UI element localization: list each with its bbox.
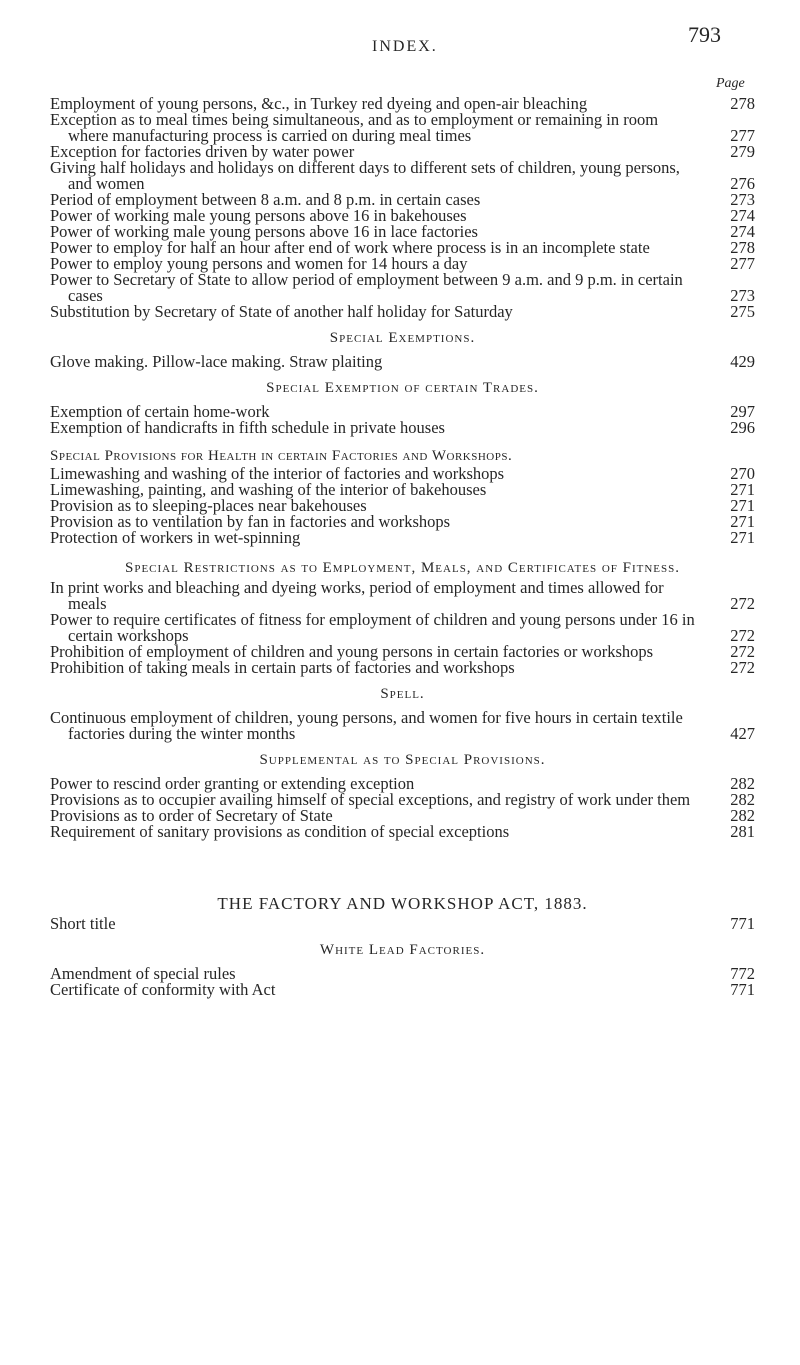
entry-text: Giving half holidays and holidays on different days to different sets of children, young persons, and women (50, 158, 680, 193)
entry-text: Power to employ young persons and women for 14 hours a day (50, 254, 468, 273)
entry-text: Employment of young persons, &c., in Turkey red dyeing and open-air bleaching (50, 94, 588, 113)
index-entry (50, 982, 755, 998)
entry-page: 273 (730, 190, 755, 209)
index-entry (50, 354, 755, 370)
page-number: 793 (688, 22, 721, 47)
heading-special-health: Special Provisions for Health in certain Factories and Workshops. (50, 448, 513, 464)
entry-page: 429 (730, 352, 755, 371)
entry-page: 281 (730, 822, 755, 841)
index-entry (50, 710, 755, 742)
entry-text: Requirement of sanitary provisions as condition of special exceptions (50, 822, 510, 841)
entry-page: 271 (730, 496, 755, 515)
entry-page: 278 (730, 238, 755, 257)
entry-page: 272 (730, 658, 755, 677)
entry-page: 277 (730, 254, 755, 273)
index-entry (50, 160, 755, 192)
index-entry (50, 272, 755, 304)
entry-page: 271 (730, 528, 755, 547)
entry-page: 297 (730, 402, 755, 421)
heading-special-exemption-trades: Special Exemption of certain Trades. (266, 380, 539, 396)
entry-page: 771 (730, 980, 755, 999)
entry-text: Short title (50, 914, 116, 933)
entry-text: Continuous employment of children, young persons, and women for five hours in certain textile factories during the winter months (50, 708, 683, 743)
entry-text: Power to require certificates of fitness for employment of children and young persons under 16 in certain workshops (50, 610, 695, 645)
entry-text: Period of employment between 8 a.m. and 8 p.m. in certain cases (50, 190, 481, 209)
heading-supplemental: Supplemental as to Special Provisions. (259, 752, 546, 768)
entry-text: Power to rescind order granting or extending exception (50, 774, 415, 793)
heading-spell: Spell. (380, 686, 425, 702)
entry-page: 278 (730, 94, 755, 113)
section-general (50, 96, 755, 320)
act-title: THE FACTORY AND WORKSHOP ACT, 1883. (217, 894, 588, 913)
entry-text: Amendment of special rules (50, 964, 236, 983)
entry-text: Glove making. Pillow-lace making. Straw plaiting (50, 352, 383, 371)
heading-special-exemptions: Special Exemptions. (329, 330, 476, 346)
entry-text: Limewashing, painting, and washing of the interior of bakehouses (50, 480, 487, 499)
entry-text: Exception for factories driven by water power (50, 142, 355, 161)
entry-page: 272 (730, 642, 755, 661)
index-entry (50, 612, 755, 644)
index-entry (50, 660, 755, 676)
section-special-exemption-trades (50, 404, 755, 436)
entry-text: Protection of workers in wet-spinning (50, 528, 301, 547)
section-special-health (50, 466, 755, 546)
entry-page: 271 (730, 480, 755, 499)
entry-text: Exception as to meal times being simultaneous, and as to employment or remaining in room where manufacturing process is carried on during meal times (50, 110, 659, 145)
index-entry (50, 304, 755, 320)
entry-page: 282 (730, 790, 755, 809)
index-entry (50, 530, 755, 546)
running-head: INDEX. (372, 38, 438, 55)
section-special-exemptions (50, 354, 755, 370)
entry-page: 271 (730, 512, 755, 531)
section-spell (50, 710, 755, 742)
entry-page: 270 (730, 464, 755, 483)
entry-page: 772 (730, 964, 755, 983)
entry-text: Prohibition of employment of children and young persons in certain factories or workshops (50, 642, 654, 661)
index-entry (50, 580, 755, 612)
entry-text: Provision as to ventilation by fan in factories and workshops (50, 512, 451, 531)
entry-page: 427 (730, 724, 755, 743)
entry-text: Substitution by Secretary of State of another half holiday for Saturday (50, 302, 513, 321)
index-entry (50, 420, 755, 436)
entry-text: Power of working male young persons above 16 in lace factories (50, 222, 478, 241)
heading-special-restrictions: Special Restrictions as to Employment, Meals, and Certificates of Fitness. (124, 560, 681, 576)
entry-text: Prohibition of taking meals in certain parts of factories and workshops (50, 658, 515, 677)
entry-text: Provisions as to occupier availing himself of special exceptions, and registry of work under them (50, 790, 691, 809)
heading-white-lead: White Lead Factories. (319, 942, 486, 958)
entry-page: 272 (730, 594, 755, 613)
entry-page: 276 (730, 174, 755, 193)
entry-page: 282 (730, 774, 755, 793)
entry-text: Provisions as to order of Secretary of State (50, 806, 333, 825)
entry-text: Certificate of conformity with Act (50, 980, 276, 999)
entry-text: In print works and bleaching and dyeing works, period of employment and times allowed for meals (50, 578, 664, 613)
entry-text: Exemption of certain home-work (50, 402, 270, 421)
entry-page: 282 (730, 806, 755, 825)
index-entry (50, 916, 755, 932)
entry-page: 272 (730, 626, 755, 645)
entry-text: Provision as to sleeping-places near bakehouses (50, 496, 367, 515)
entry-page: 771 (730, 914, 755, 933)
section-act (50, 916, 755, 932)
entry-page: 273 (730, 286, 755, 305)
entry-page: 274 (730, 222, 755, 241)
section-supplemental (50, 776, 755, 840)
page-column-label: Page (716, 76, 745, 91)
entry-page: 274 (730, 206, 755, 225)
index-body (50, 96, 755, 998)
index-entry (50, 112, 755, 144)
entry-text: Exemption of handicrafts in fifth schedule in private houses (50, 418, 445, 437)
section-white-lead (50, 966, 755, 998)
entry-text: Power to employ for half an hour after end of work where process is in an incomplete state (50, 238, 650, 257)
entry-page: 296 (730, 418, 755, 437)
entry-text: Power of working male young persons above 16 in bakehouses (50, 206, 467, 225)
entry-page: 279 (730, 142, 755, 161)
index-entry (50, 824, 755, 840)
entry-page: 275 (730, 302, 755, 321)
section-special-restrictions (50, 580, 755, 676)
entry-text: Power to Secretary of State to allow period of employment between 9 a.m. and 9 p.m. in certain cases (50, 270, 683, 305)
entry-page: 277 (730, 126, 755, 145)
entry-text: Limewashing and washing of the interior of factories and workshops (50, 464, 505, 483)
